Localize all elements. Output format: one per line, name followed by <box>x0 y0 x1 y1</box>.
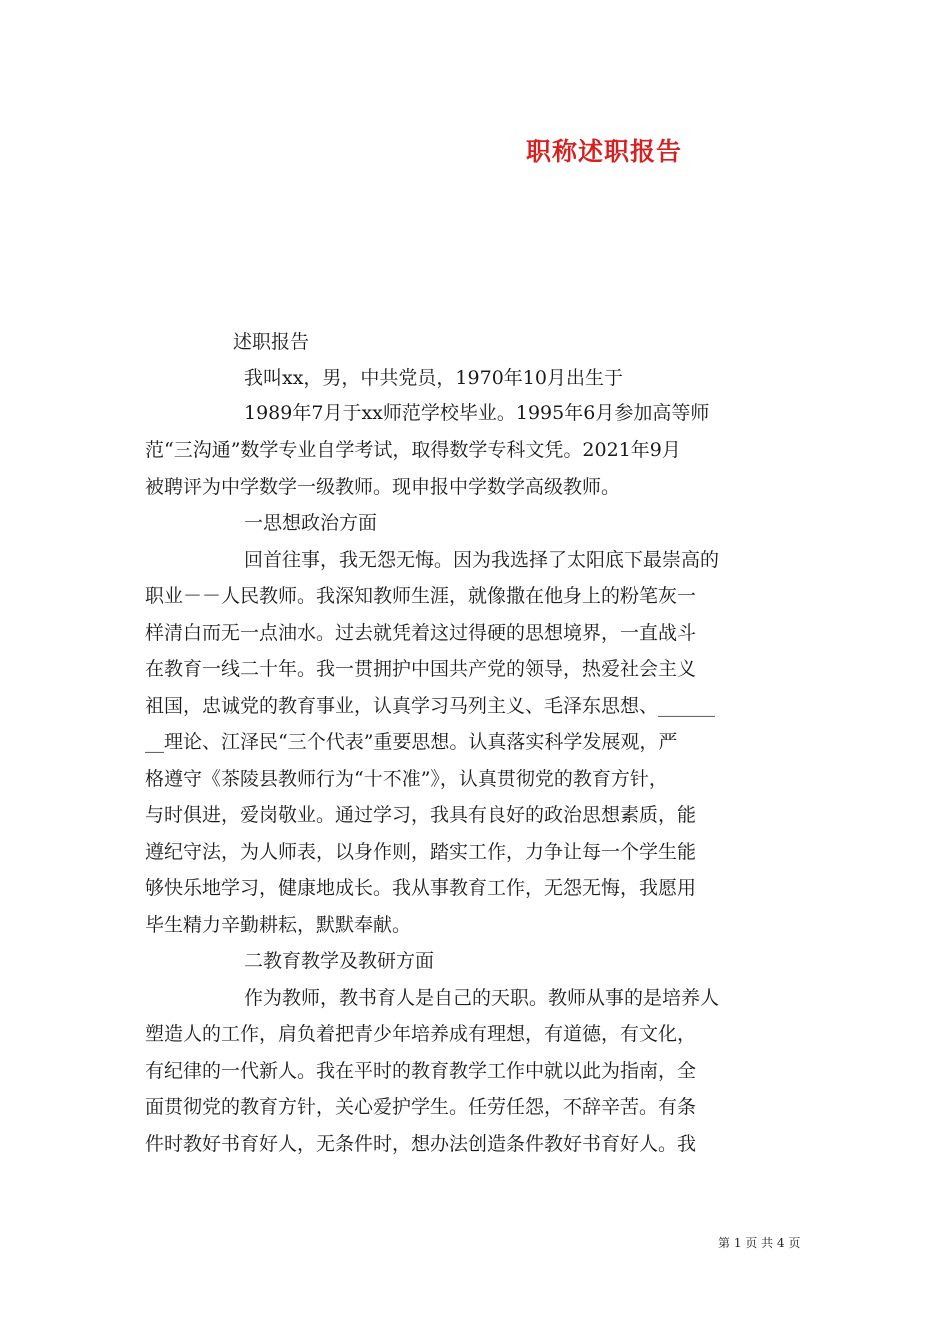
body-line: 面贯彻党的教育方针，关心爱护学生。任劳任怨，不辞辛苦。有条 <box>145 1096 697 1118</box>
body-line: 遵纪守法，为人师表，以身作则，踏实工作，力争让每一个学生能 <box>145 841 697 863</box>
page-footer: 第 1 页 共 4 页 <box>718 1236 801 1250</box>
body-line: __理论、江泽民“三个代表”重要思想。认真落实科学发展观，严 <box>145 731 678 753</box>
body-line: 1989年7月于xx师范学校毕业。1995年6月参加高等师 <box>244 402 710 424</box>
body-line: 回首往事，我无怨无悔。因为我选择了太阳底下最崇高的 <box>244 549 720 571</box>
body-line: 有纪律的一代新人。我在平时的教育教学工作中就以此为指南，全 <box>145 1060 697 1082</box>
body-line: 被聘评为中学数学一级教师。现申报中学数学高级教师。 <box>145 476 621 498</box>
section-heading: 二教育教学及教研方面 <box>244 950 435 972</box>
body-line: 职业－－人民教师。我深知教师生涯，就像撒在他身上的粉笔灰一 <box>145 585 697 607</box>
body-line: 我叫xx，男，中共党员，1970年10月出生于 <box>244 367 623 389</box>
body-line: 祖国，忠诚党的教育事业，认真学习马列主义、毛泽东思想、______ <box>145 695 716 717</box>
body-line: 毕生精力辛勤耕耘，默默奉献。 <box>145 914 412 936</box>
body-line: 作为教师，教书育人是自己的天职。教师从事的是培养人 <box>244 987 720 1009</box>
document-title: 职称述职报告 <box>526 137 683 166</box>
body-line: 件时教好书育好人，无条件时，想办法创造条件教好书育好人。我 <box>145 1133 697 1155</box>
body-line: 在教育一线二十年。我一贯拥护中国共产党的领导，热爱社会主义 <box>145 658 697 680</box>
body-line: 样清白而无一点油水。过去就凭着这过得硬的思想境界，一直战斗 <box>145 622 697 644</box>
body-line: 范“三沟通”数学专业自学考试，取得数学专科文凭。2021年9月 <box>145 439 681 461</box>
body-line-heading: 述职报告 <box>233 331 310 353</box>
body-line: 够快乐地学习，健康地成长。我从事教育工作，无怨无悔，我愿用 <box>145 877 697 899</box>
body-line: 格遵守《茶陵县教师行为“十不准”》，认真贯彻党的教育方针， <box>145 768 668 790</box>
body-line: 与时俱进，爱岗敬业。通过学习，我具有良好的政治思想素质，能 <box>145 804 697 826</box>
body-line: 塑造人的工作，肩负着把青少年培养成有理想，有道德，有文化， <box>145 1023 697 1045</box>
section-heading: 一思想政治方面 <box>244 512 378 534</box>
